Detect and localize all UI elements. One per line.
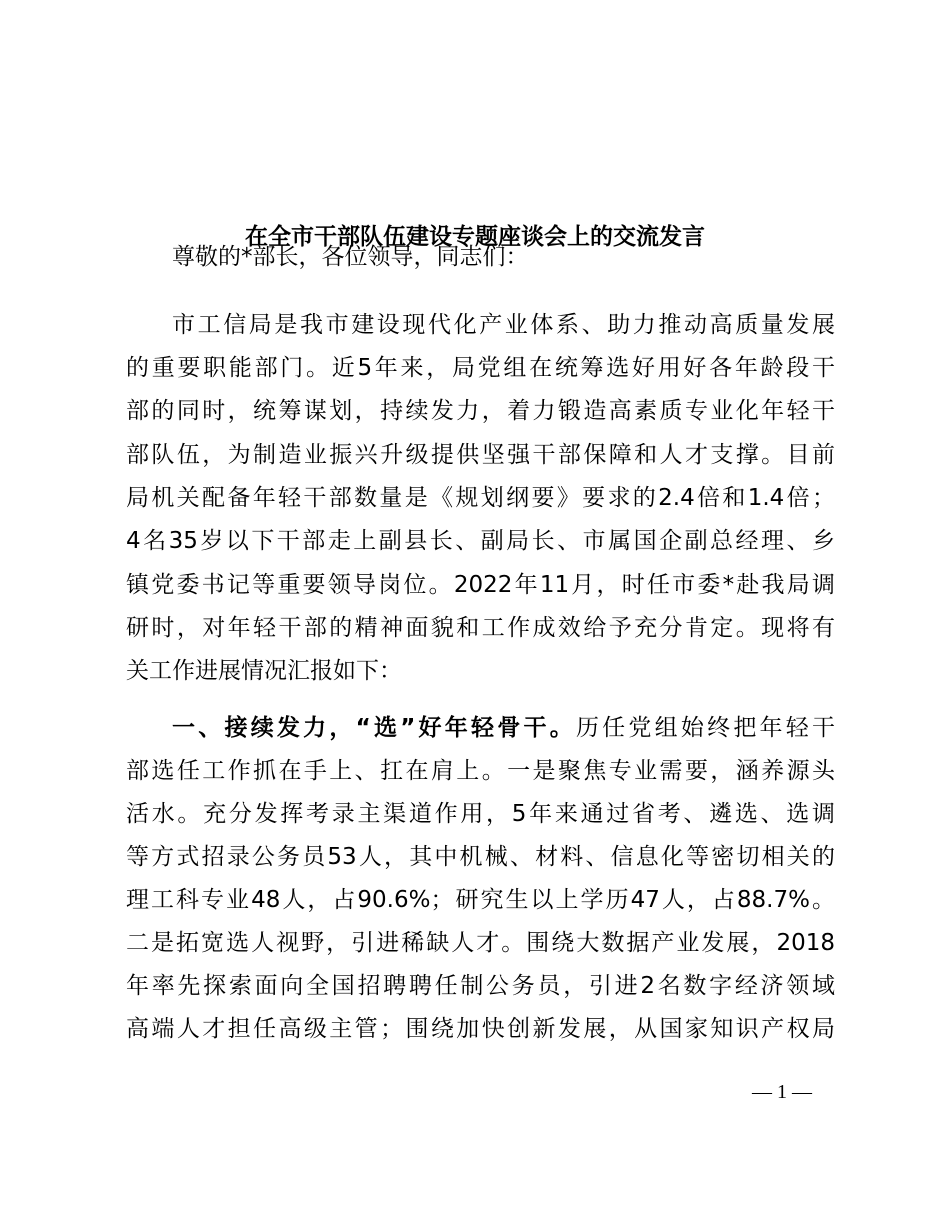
paragraph-line: 的重要职能部门。近5年来，局党组在统筹选好用好各年龄段干 (126, 355, 835, 381)
section-1-text: 历任党组始终把年轻干 (575, 715, 836, 741)
salutation: 尊敬的*部长，各位领导，同志们： (172, 244, 529, 270)
paragraph-line: 4名35岁以下干部走上副县长、副局长、市属国企副总经理、乡 (126, 528, 835, 554)
paragraph-line: 局机关配备年轻干部数量是《规划纲要》要求的2.4倍和1.4倍； (126, 485, 835, 511)
paragraph-line: 部选任工作抓在手上、扛在肩上。一是聚焦专业需要，涵养源头 (126, 758, 835, 784)
paragraph-line: 市工信局是我市建设现代化产业体系、助力推动高质量发展 (172, 312, 835, 338)
paragraph-line: 部队伍，为制造业振兴升级提供坚强干部保障和人才支撑。目前 (126, 442, 835, 468)
paragraph-line: 镇党委书记等重要领导岗位。2022年11月，时任市委*赴我局调 (126, 572, 835, 598)
paragraph-line: 等方式招录公务员53人，其中机械、材料、信息化等密切相关的 (126, 844, 835, 870)
section-1-first-line (172, 707, 835, 750)
paragraph-line: 高端人才担任高级主管；围绕加快创新发展，从国家知识产权局 (126, 1016, 835, 1042)
paragraph-line: 二是拓宽选人视野，引进稀缺人才。围绕大数据产业发展，2018 (126, 930, 835, 956)
paragraph-line: 研时，对年轻干部的精神面貌和工作成效给予充分肯定。现将有 (126, 615, 835, 641)
document-title: 在全市干部队伍建设专题座谈会上的交流发言 (245, 223, 705, 250)
page-number: — 1 — (752, 1081, 812, 1103)
paragraph-line: 关工作进展情况汇报如下： (126, 658, 402, 684)
paragraph-line: 活水。充分发挥考录主渠道作用，5年来通过省考、遴选、选调 (126, 801, 835, 827)
paragraph-line: 年率先探索面向全国招聘聘任制公务员，引进2名数字经济领域 (126, 973, 835, 999)
paragraph-line: 理工科专业48人，占90.6%；研究生以上学历47人，占88.7%。 (126, 887, 835, 913)
section-1-heading: 一、接续发力，“选”好年轻骨干。 (172, 715, 576, 741)
paragraph-line: 部的同时，统筹谋划，持续发力，着力锻造高素质专业化年轻干 (126, 398, 835, 424)
